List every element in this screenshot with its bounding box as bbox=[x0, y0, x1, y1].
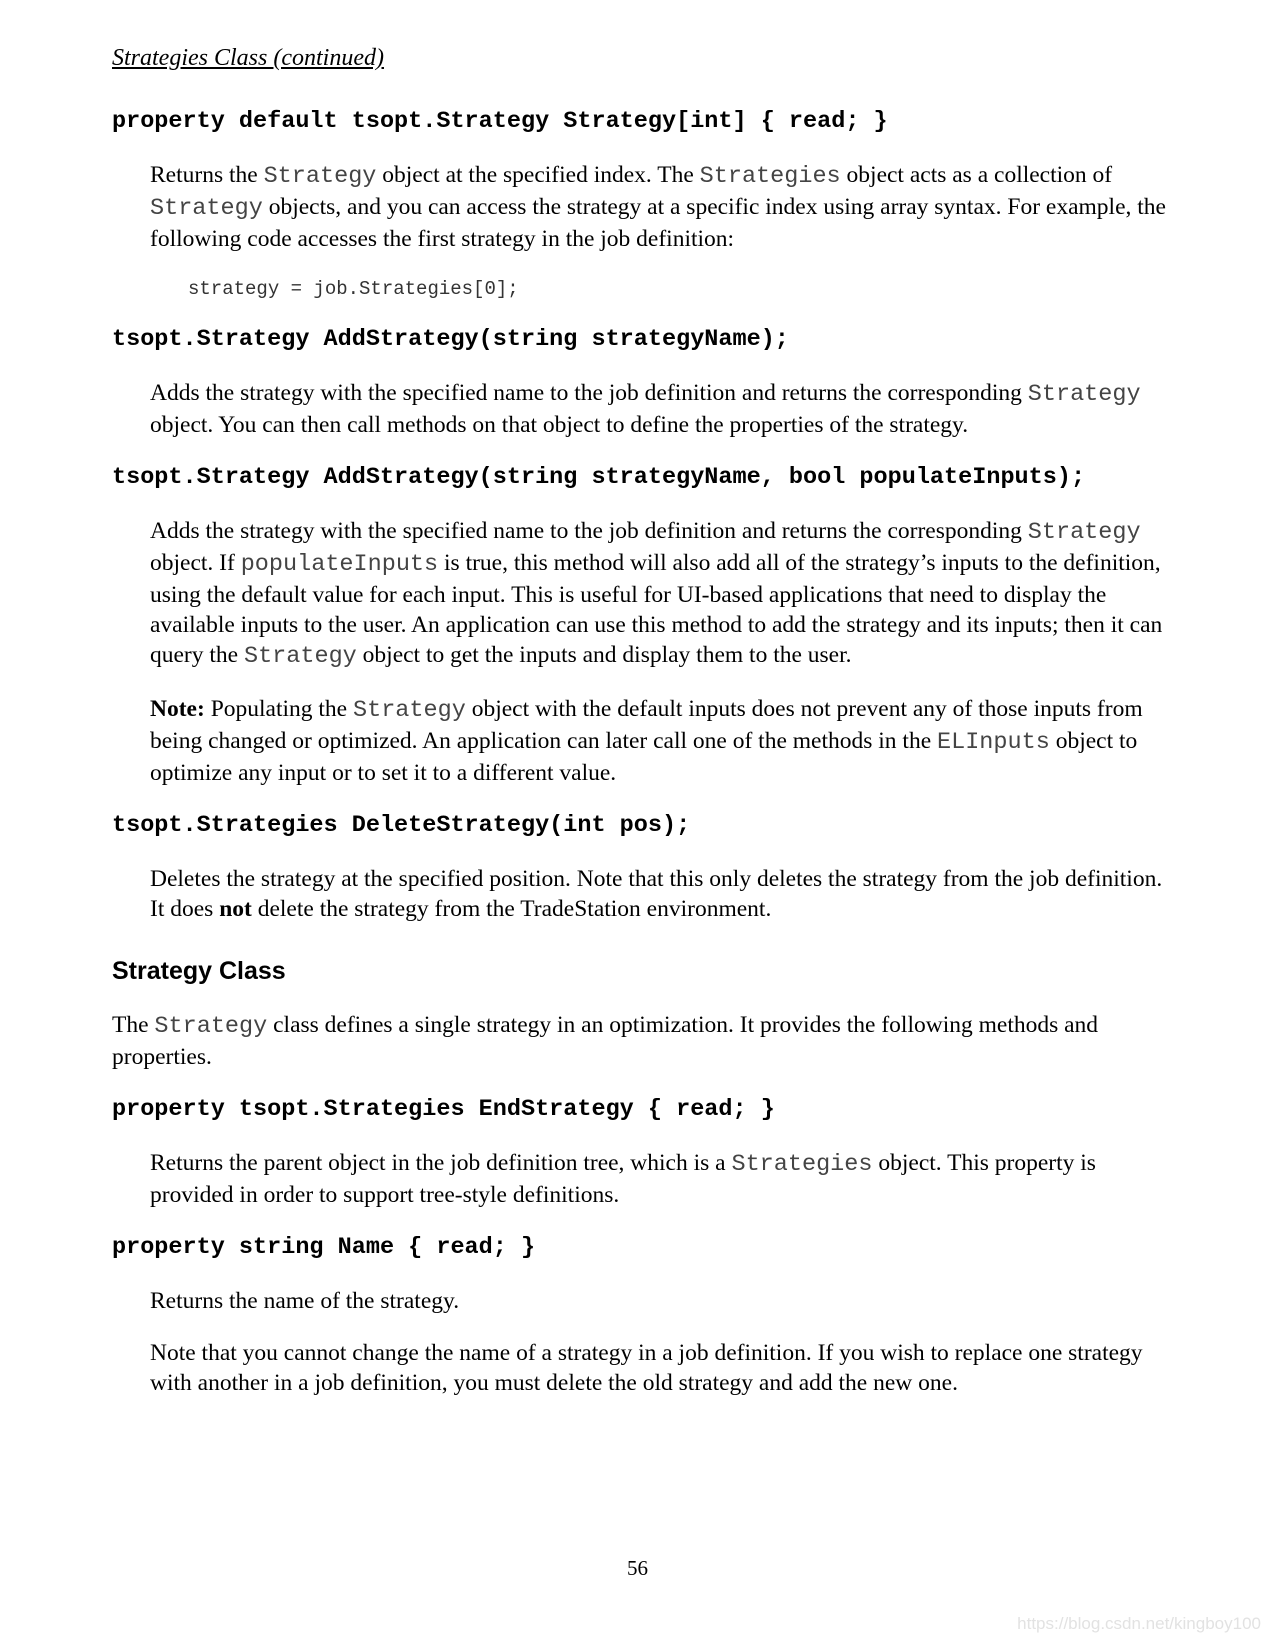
note-populate-inputs: Note: Populating the Strategy object with the default inputs does not prevent any of those inputs from being changed or optimized. An application can later call one of the methods in the ELInputs object to optimize any input or to set it to a different value. bbox=[150, 696, 1143, 786]
code-example: strategy = job.Strategies[0]; bbox=[188, 278, 519, 300]
note-label: Note: bbox=[150, 696, 205, 722]
description-name-property: Returns the name of the strategy. bbox=[150, 1288, 460, 1314]
inline-code: Strategy bbox=[150, 195, 263, 222]
inline-code: Strategy bbox=[352, 697, 466, 724]
page-number: 56 bbox=[627, 1556, 648, 1580]
section-title-strategy-class: Strategy Class bbox=[112, 957, 286, 985]
inline-code: Strategy bbox=[1027, 519, 1141, 546]
inline-code: Strategies bbox=[699, 163, 841, 190]
signature-strategy-indexer: property default tsopt.Strategy Strategy[int] { read; } bbox=[112, 108, 888, 135]
signature-end-strategy: property tsopt.Strategies EndStrategy { read; } bbox=[112, 1096, 775, 1123]
inline-code: Strategy bbox=[263, 163, 377, 190]
intro-strategy-class: The Strategy class defines a single strategy in an optimization. It provides the following methods and properties. bbox=[112, 1012, 1099, 1070]
description-strategy-indexer: Returns the Strategy object at the specified index. The Strategies object acts as a collection of Strategy objects, and you can access the strategy at a specific index using array syntax. For example, the following code accesses the first strategy in the job definition: bbox=[150, 162, 1166, 252]
inline-code: Strategy bbox=[243, 643, 357, 670]
inline-code: Strategy bbox=[154, 1013, 268, 1040]
note-name-property: Note that you cannot change the name of a strategy in a job definition. If you wish to replace one strategy with another in a job definition, you must delete the old strategy and add the new one. bbox=[150, 1340, 1143, 1396]
signature-add-strategy: tsopt.Strategy AddStrategy(string strategyName); bbox=[112, 326, 789, 353]
signature-add-strategy-populate: tsopt.Strategy AddStrategy(string strategyName, bool populateInputs); bbox=[112, 464, 1086, 491]
description-end-strategy: Returns the parent object in the job definition tree, which is a Strategies object. This property is provided in order to support tree-style definitions. bbox=[150, 1150, 1096, 1208]
inline-code: Strategies bbox=[731, 1151, 873, 1178]
description-delete-strategy: Deletes the strategy at the specified position. Note that this only deletes the strategy from the job definition. It does not delete the strategy from the TradeStation environment. bbox=[150, 866, 1163, 922]
signature-name-property: property string Name { read; } bbox=[112, 1234, 536, 1261]
description-add-strategy-populate: Adds the strategy with the specified name to the job definition and returns the corresponding Strategy object. If populateInputs is true, this method will also add all of the strategy’s inputs to the definition, using the default value for each input. This is useful for UI-based applications that need to display the available inputs to the user. An application can use this method to add the strategy and its inputs; then it can query the Strategy object to get the inputs and display them to the user. bbox=[150, 518, 1163, 670]
running-head: Strategies Class (continued) bbox=[112, 45, 384, 71]
description-add-strategy: Adds the strategy with the specified name to the job definition and returns the corresponding Strategy object. You can then call methods on that object to define the properties of the strategy. bbox=[150, 380, 1141, 438]
inline-code: ELInputs bbox=[937, 729, 1050, 756]
inline-code: Strategy bbox=[1027, 381, 1141, 408]
signature-delete-strategy: tsopt.Strategies DeleteStrategy(int pos); bbox=[112, 812, 691, 839]
watermark: https://blog.csdn.net/kingboy100 bbox=[1017, 1614, 1261, 1633]
document-page bbox=[112, 38, 1172, 1420]
inline-code: populateInputs bbox=[240, 551, 439, 578]
